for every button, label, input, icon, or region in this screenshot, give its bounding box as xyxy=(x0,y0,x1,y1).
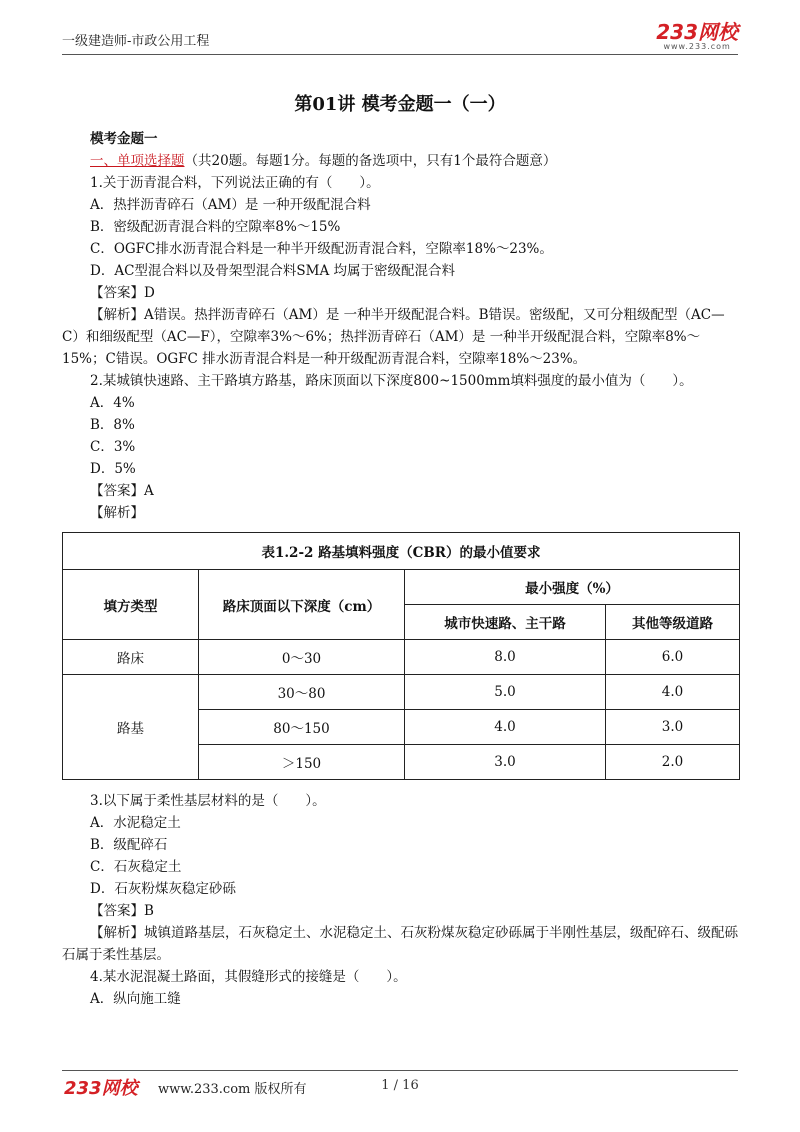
logo-main-text: 233网校 xyxy=(656,20,738,44)
cbr-requirements-table xyxy=(62,532,740,780)
question-2-option-c: C．3% xyxy=(90,439,136,455)
part-heading xyxy=(62,150,740,172)
question-4-stem: 4.某水泥混凝土路面，其假缝形式的接缝是（ ）。 xyxy=(90,969,407,985)
cell-other: 6.0 xyxy=(606,640,740,675)
footer-divider xyxy=(62,1070,738,1071)
header-divider xyxy=(62,54,738,55)
table-row xyxy=(63,675,740,710)
header-fill-type: 填方类型 xyxy=(63,570,199,640)
question-4-option-a: A．纵向施工缝 xyxy=(90,991,181,1007)
question-3-stem: 3.以下属于柔性基层材料的是（ ）。 xyxy=(90,793,326,809)
cell-expressway: 4.0 xyxy=(405,710,606,745)
cell-other: 2.0 xyxy=(606,745,740,780)
question-2-stem: 2.某城镇快速路、主干路填方路基，路床顶面以下深度800~1500mm填料强度的最小值为（ ）。 xyxy=(90,373,693,389)
table-caption: 表1.2-2 路基填料强度（CBR）的最小值要求 xyxy=(63,533,740,570)
document-body xyxy=(62,128,740,1010)
question-2-option-a: A．4% xyxy=(90,395,135,411)
question-3-option-b: B．级配碎石 xyxy=(90,837,168,853)
question-2-option-b: B．8% xyxy=(90,417,135,433)
footer-logo: 233网校 xyxy=(64,1078,138,1099)
question-1-option-b: B．密级配沥青混合料的空隙率8%～15% xyxy=(90,219,341,235)
logo-url-text: www.233.com xyxy=(663,42,731,51)
cell-depth: 0～30 xyxy=(199,640,405,675)
header-expressway: 城市快速路、主干路 xyxy=(405,605,606,640)
brand-logo xyxy=(656,22,738,52)
cell-depth: 30～80 xyxy=(199,675,405,710)
footer-copyright: www.233.com 版权所有 xyxy=(158,1082,307,1097)
section-title: 模考金题一 xyxy=(90,131,158,147)
cell-expressway: 5.0 xyxy=(405,675,606,710)
header-min-strength: 最小强度（%） xyxy=(405,570,740,605)
cell-fill-type: 路床 xyxy=(63,640,199,675)
header-other-roads: 其他等级道路 xyxy=(606,605,740,640)
question-1-answer: 【答案】D xyxy=(90,285,155,301)
header-course-title: 一级建造师-市政公用工程 xyxy=(62,34,210,49)
header-depth: 路床顶面以下深度（cm） xyxy=(199,570,405,640)
cell-depth: ＞150 xyxy=(199,745,405,780)
question-1-option-d: D．AC型混合料以及骨架型混合料SMA 均属于密级配混合料 xyxy=(90,263,456,279)
cell-other: 3.0 xyxy=(606,710,740,745)
cell-fill-type: 路基 xyxy=(63,675,199,780)
question-1-option-a: A．热拌沥青碎石（AM）是 一种开级配混合料 xyxy=(90,197,371,213)
cell-expressway: 3.0 xyxy=(405,745,606,780)
cell-depth: 80～150 xyxy=(199,710,405,745)
question-3-answer: 【答案】B xyxy=(90,903,154,919)
page-title: 第01讲 模考金题一（一） xyxy=(294,94,506,115)
part-label-link[interactable]: 一、单项选择题 xyxy=(90,153,185,169)
page-number: 1 / 16 xyxy=(381,1078,419,1093)
question-2-option-d: D．5% xyxy=(90,461,136,477)
question-3-option-c: C．石灰稳定土 xyxy=(90,859,182,875)
question-3-analysis: 【解析】城镇道路基层，石灰稳定土、水泥稳定土、石灰粉煤灰稳定砂砾属于半刚性基层，级配碎石、级配砾石属于柔性基层。 xyxy=(62,925,738,963)
question-3-option-d: D．石灰粉煤灰稳定砂砾 xyxy=(90,881,236,897)
part-note: （共20题。每题1分。每题的备选项中，只有1个最符合题意） xyxy=(184,153,557,169)
table-row xyxy=(63,640,740,675)
question-1-analysis: 【解析】A错误。热拌沥青碎石（AM）是 一种半开级配混合料。B错误。密级配，又可分粗级配型（AC—C）和细级配型（AC—F），空隙率3%～6%；热拌沥青碎石（AM）是 一种半开级配混合料，空隙率8%～15%；C错误。OGFC 排水沥青混合料是一种开级配沥青混合料，空隙率18%～23%。 xyxy=(62,307,725,367)
question-2-analysis: 【解析】 xyxy=(90,505,144,521)
cell-other: 4.0 xyxy=(606,675,740,710)
question-1-option-c: C．OGFC排水沥青混合料是一种半开级配沥青混合料，空隙率18%～23%。 xyxy=(90,241,553,257)
question-2-answer: 【答案】A xyxy=(90,483,154,499)
cell-expressway: 8.0 xyxy=(405,640,606,675)
question-3-option-a: A．水泥稳定土 xyxy=(90,815,181,831)
question-1-stem: 1.关于沥青混合料，下列说法正确的有（ ）。 xyxy=(90,175,380,191)
